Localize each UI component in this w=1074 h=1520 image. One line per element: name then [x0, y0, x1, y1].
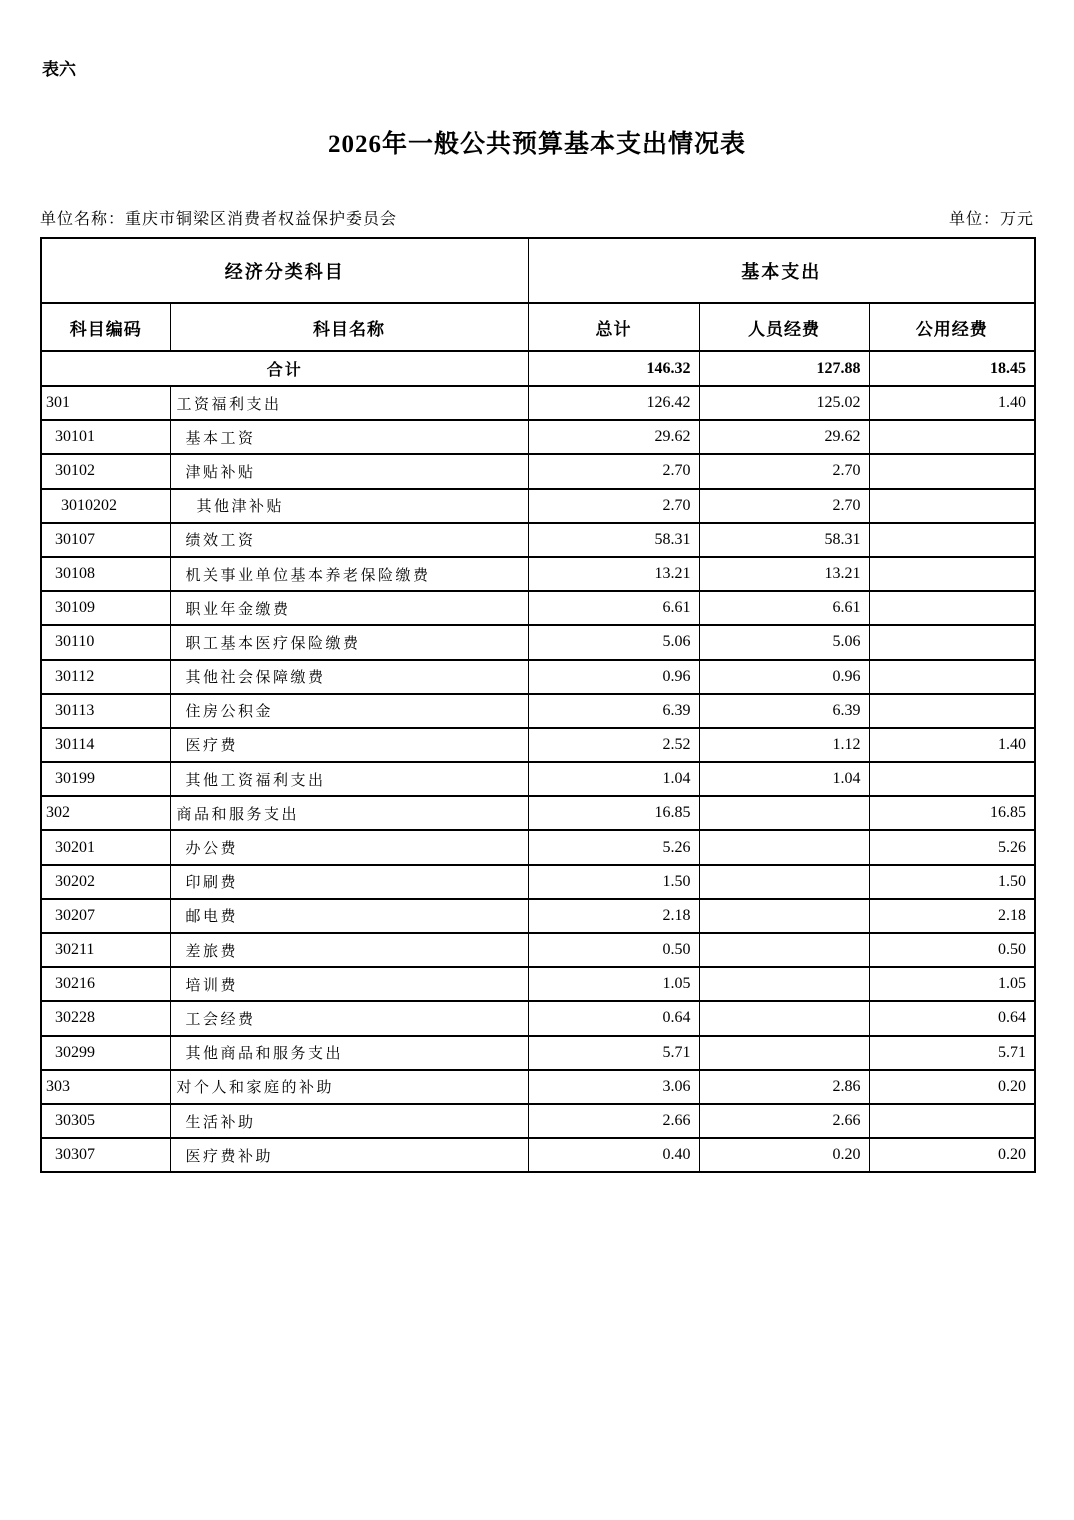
- table-row: [41, 489, 1035, 523]
- subject-code-cell: 3010202: [41, 489, 170, 523]
- table-row: [41, 830, 1035, 864]
- personnel-amount-cell: [699, 1001, 869, 1035]
- public-amount-cell: 0.20: [869, 1070, 1035, 1104]
- subject-code-cell: 30102: [41, 454, 170, 488]
- public-amount-cell: 0.20: [869, 1138, 1035, 1172]
- subject-code-cell: 30109: [41, 591, 170, 625]
- personnel-amount-cell: 5.06: [699, 625, 869, 659]
- subject-code-cell: 30211: [41, 933, 170, 967]
- public-amount-cell: 1.05: [869, 967, 1035, 1001]
- table-row: [41, 454, 1035, 488]
- table-row: [41, 1104, 1035, 1138]
- table-row: [41, 865, 1035, 899]
- total-amount-cell: 58.31: [528, 523, 699, 557]
- total-amount-cell: 5.71: [528, 1036, 699, 1070]
- subject-code-cell: 30201: [41, 830, 170, 864]
- subject-name-cell: 其他社会保障缴费: [170, 660, 528, 694]
- table-header: [41, 238, 1035, 351]
- table-row: [41, 591, 1035, 625]
- table-row: [41, 899, 1035, 933]
- grand-total-total: 146.32: [528, 351, 699, 386]
- personnel-amount-cell: 13.21: [699, 557, 869, 591]
- public-amount-cell: 2.18: [869, 899, 1035, 933]
- total-amount-cell: 2.70: [528, 489, 699, 523]
- personnel-amount-cell: 2.66: [699, 1104, 869, 1138]
- subject-code-cell: 30101: [41, 420, 170, 454]
- public-amount-cell: 16.85: [869, 796, 1035, 830]
- subject-code-cell: 30112: [41, 660, 170, 694]
- table-row: [41, 967, 1035, 1001]
- column-header-subject-name: 科目名称: [170, 303, 528, 351]
- column-header-subject-code: 科目编码: [41, 303, 170, 351]
- table-row: [41, 1036, 1035, 1070]
- personnel-amount-cell: 6.39: [699, 694, 869, 728]
- public-amount-cell: [869, 523, 1035, 557]
- total-amount-cell: 126.42: [528, 386, 699, 420]
- subject-name-cell: 医疗费: [170, 728, 528, 762]
- personnel-amount-cell: 1.04: [699, 762, 869, 796]
- subject-name-cell: 工资福利支出: [170, 386, 528, 420]
- column-header-total: 总计: [528, 303, 699, 351]
- public-amount-cell: [869, 762, 1035, 796]
- subject-code-cell: 30113: [41, 694, 170, 728]
- table-row: [41, 762, 1035, 796]
- table-row: [41, 557, 1035, 591]
- subject-name-cell: 津贴补贴: [170, 454, 528, 488]
- total-amount-cell: 6.39: [528, 694, 699, 728]
- table-row: [41, 523, 1035, 557]
- total-amount-cell: 1.04: [528, 762, 699, 796]
- header-economic-classification: 经济分类科目: [41, 238, 528, 303]
- subject-name-cell: 印刷费: [170, 865, 528, 899]
- personnel-amount-cell: 2.86: [699, 1070, 869, 1104]
- subject-code-cell: 303: [41, 1070, 170, 1104]
- subject-code-cell: 30108: [41, 557, 170, 591]
- subject-code-cell: 301: [41, 386, 170, 420]
- table-row: [41, 660, 1035, 694]
- subject-name-cell: 机关事业单位基本养老保险缴费: [170, 557, 528, 591]
- personnel-amount-cell: 29.62: [699, 420, 869, 454]
- subject-code-cell: 30199: [41, 762, 170, 796]
- public-amount-cell: 0.50: [869, 933, 1035, 967]
- public-amount-cell: [869, 557, 1035, 591]
- unit-name-label: 单位名称：重庆市铜梁区消费者权益保护委员会: [40, 211, 398, 228]
- header-basic-expenditure: 基本支出: [528, 238, 1035, 303]
- subject-code-cell: 30305: [41, 1104, 170, 1138]
- table-row: [41, 1138, 1035, 1172]
- subject-code-cell: 30114: [41, 728, 170, 762]
- subject-name-cell: 绩效工资: [170, 523, 528, 557]
- subject-name-cell: 医疗费补助: [170, 1138, 528, 1172]
- unit-of-measure-label: 单位：万元: [948, 211, 1034, 228]
- personnel-amount-cell: 6.61: [699, 591, 869, 625]
- public-amount-cell: [869, 1104, 1035, 1138]
- total-amount-cell: 2.18: [528, 899, 699, 933]
- public-amount-cell: 1.50: [869, 865, 1035, 899]
- total-amount-cell: 3.06: [528, 1070, 699, 1104]
- personnel-amount-cell: [699, 1036, 869, 1070]
- meta-line: [40, 206, 1034, 229]
- header-group-row: [41, 238, 1035, 303]
- subject-name-cell: 其他工资福利支出: [170, 762, 528, 796]
- header-columns-row: [41, 303, 1035, 351]
- total-amount-cell: 2.52: [528, 728, 699, 762]
- grand-total-row: [41, 351, 1035, 386]
- personnel-amount-cell: 58.31: [699, 523, 869, 557]
- personnel-amount-cell: [699, 967, 869, 1001]
- personnel-amount-cell: 0.96: [699, 660, 869, 694]
- personnel-amount-cell: [699, 899, 869, 933]
- column-header-personnel-funds: 人员经费: [699, 303, 869, 351]
- subject-code-cell: 30216: [41, 967, 170, 1001]
- total-amount-cell: 0.64: [528, 1001, 699, 1035]
- subject-code-cell: 30107: [41, 523, 170, 557]
- personnel-amount-cell: 2.70: [699, 454, 869, 488]
- subject-name-cell: 其他商品和服务支出: [170, 1036, 528, 1070]
- subject-name-cell: 办公费: [170, 830, 528, 864]
- public-amount-cell: [869, 660, 1035, 694]
- subject-code-cell: 302: [41, 796, 170, 830]
- subject-name-cell: 培训费: [170, 967, 528, 1001]
- table-row: [41, 625, 1035, 659]
- public-amount-cell: [869, 625, 1035, 659]
- total-amount-cell: 5.26: [528, 830, 699, 864]
- table-tag: 表六: [42, 60, 76, 79]
- subject-name-cell: 商品和服务支出: [170, 796, 528, 830]
- subject-code-cell: 30228: [41, 1001, 170, 1035]
- subject-name-cell: 生活补助: [170, 1104, 528, 1138]
- personnel-amount-cell: 1.12: [699, 728, 869, 762]
- table-row: [41, 694, 1035, 728]
- personnel-amount-cell: 0.20: [699, 1138, 869, 1172]
- total-amount-cell: 16.85: [528, 796, 699, 830]
- personnel-amount-cell: 125.02: [699, 386, 869, 420]
- personnel-amount-cell: [699, 865, 869, 899]
- total-amount-cell: 6.61: [528, 591, 699, 625]
- public-amount-cell: 1.40: [869, 728, 1035, 762]
- total-amount-cell: 2.70: [528, 454, 699, 488]
- table-row: [41, 796, 1035, 830]
- total-amount-cell: 13.21: [528, 557, 699, 591]
- subject-name-cell: 对个人和家庭的补助: [170, 1070, 528, 1104]
- personnel-amount-cell: [699, 830, 869, 864]
- subject-code-cell: 30202: [41, 865, 170, 899]
- public-amount-cell: [869, 454, 1035, 488]
- page-title: 2026年一般公共预算基本支出情况表: [327, 131, 746, 158]
- table-body: [41, 351, 1035, 1172]
- total-amount-cell: 0.96: [528, 660, 699, 694]
- subject-name-cell: 邮电费: [170, 899, 528, 933]
- table-row: [41, 1070, 1035, 1104]
- total-amount-cell: 0.40: [528, 1138, 699, 1172]
- subject-name-cell: 工会经费: [170, 1001, 528, 1035]
- subject-code-cell: 30307: [41, 1138, 170, 1172]
- table-row: [41, 1001, 1035, 1035]
- subject-code-cell: 30110: [41, 625, 170, 659]
- total-amount-cell: 2.66: [528, 1104, 699, 1138]
- subject-name-cell: 职业年金缴费: [170, 591, 528, 625]
- subject-name-cell: 差旅费: [170, 933, 528, 967]
- total-amount-cell: 1.05: [528, 967, 699, 1001]
- public-amount-cell: 1.40: [869, 386, 1035, 420]
- column-header-public-funds: 公用经费: [869, 303, 1035, 351]
- public-amount-cell: 0.64: [869, 1001, 1035, 1035]
- public-amount-cell: [869, 694, 1035, 728]
- grand-total-personnel: 127.88: [699, 351, 869, 386]
- personnel-amount-cell: [699, 796, 869, 830]
- budget-table: [40, 237, 1036, 1173]
- total-amount-cell: 29.62: [528, 420, 699, 454]
- subject-name-cell: 住房公积金: [170, 694, 528, 728]
- public-amount-cell: 5.71: [869, 1036, 1035, 1070]
- subject-code-cell: 30299: [41, 1036, 170, 1070]
- table-row: [41, 728, 1035, 762]
- personnel-amount-cell: [699, 933, 869, 967]
- total-amount-cell: 0.50: [528, 933, 699, 967]
- subject-name-cell: 其他津补贴: [170, 489, 528, 523]
- table-row: [41, 933, 1035, 967]
- public-amount-cell: [869, 591, 1035, 625]
- total-amount-cell: 5.06: [528, 625, 699, 659]
- subject-code-cell: 30207: [41, 899, 170, 933]
- table-row: [41, 420, 1035, 454]
- table-row: [41, 386, 1035, 420]
- subject-name-cell: 职工基本医疗保险缴费: [170, 625, 528, 659]
- personnel-amount-cell: 2.70: [699, 489, 869, 523]
- subject-name-cell: 基本工资: [170, 420, 528, 454]
- public-amount-cell: [869, 489, 1035, 523]
- grand-total-label: 合计: [41, 351, 528, 386]
- total-amount-cell: 1.50: [528, 865, 699, 899]
- public-amount-cell: [869, 420, 1035, 454]
- grand-total-public: 18.45: [869, 351, 1035, 386]
- public-amount-cell: 5.26: [869, 830, 1035, 864]
